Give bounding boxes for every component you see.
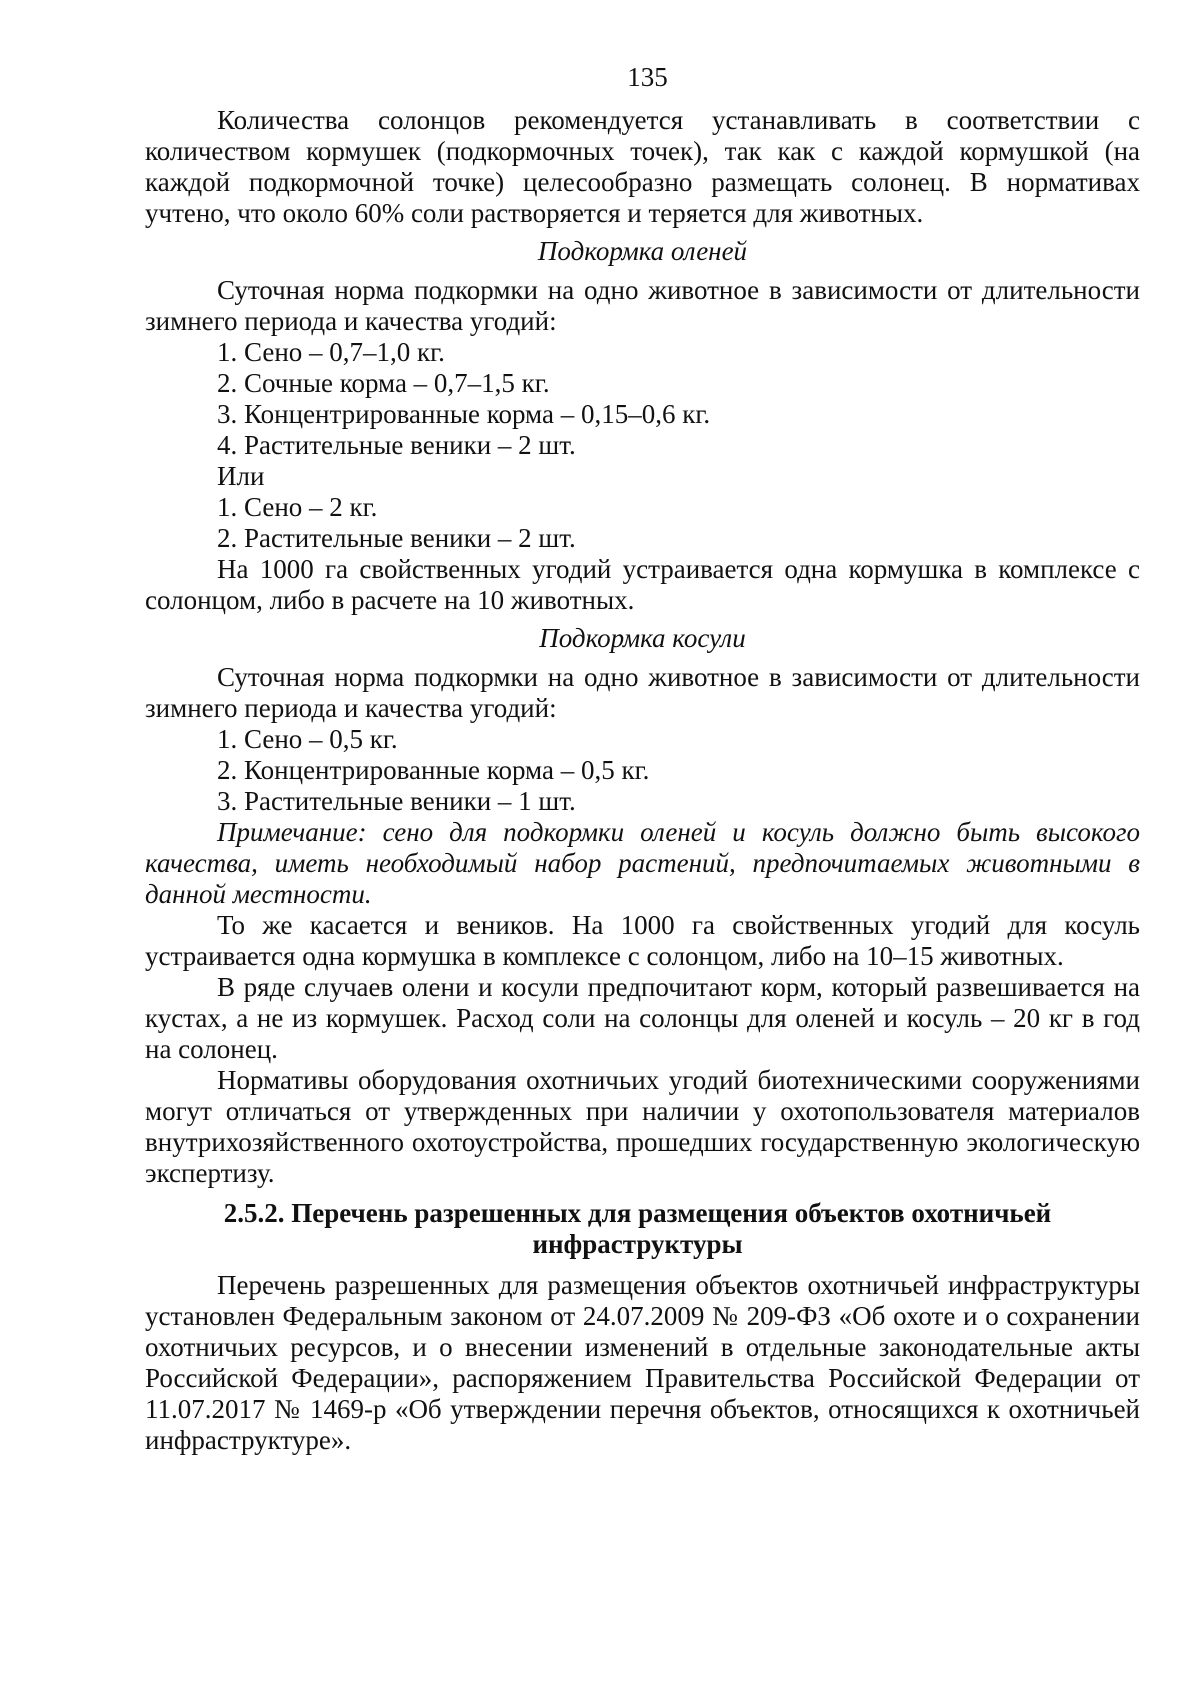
subheading-roe-feeding: Подкормка косули xyxy=(539,623,746,653)
paragraph-deer-daily-norm: Суточная норма подкормки на одно животное в зависимости от длительности зимнего периода и качества угодий: xyxy=(145,275,1140,336)
list-item: 2. Растительные веники – 2 шт. xyxy=(217,523,576,553)
list-item: 1. Сено – 0,7–1,0 кг. xyxy=(217,337,445,367)
paragraph-bushes: В ряде случаев олени и косули предпочитают корм, который развешивается на кустах, а не из кормушек. Расход соли на солонцы для оленей и косуль – 20 кг в год на солонец. xyxy=(145,972,1140,1064)
paragraph-infrastructure-list: Перечень разрешенных для размещения объектов охотничьей инфраструктуры установлен Федеральным законом от 24.07.2009 № 209-ФЗ «Об охоте и о сохранении охотничьих ресурсов, и о внесении изменений в отдельные законодательные акты Российской Федерации», распоряжением Правительства Российской Федерации от 11.07.2017 № 1469-р «Об утверждении перечня объектов, относящихся к охотничьей инфраструктуре». xyxy=(145,1270,1140,1455)
list-alternative-label: Или xyxy=(217,461,265,491)
list-item: 2. Концентрированные корма – 0,5 кг. xyxy=(217,755,650,785)
list-item: 1. Сено – 0,5 кг. xyxy=(217,724,398,754)
paragraph-salt-licks: Количества солонцов рекомендуется устанавливать в соответствии с количеством кормушек (подкормочных точек), так как с каждой кормушкой (на каждой подкормочной точке) целесообразно размещать солонец. В нормативах учтено, что около 60% соли растворяется и теряется для животных. xyxy=(145,105,1140,228)
list-item: 2. Сочные корма – 0,7–1,5 кг. xyxy=(217,368,550,398)
subheading-deer-feeding: Подкормка оленей xyxy=(537,236,748,266)
paragraph-note: Примечание: сено для подкормки оленей и косуль должно быть высокого качества, иметь необходимый набор растений, предпочитаемых животными в данной местности. xyxy=(145,817,1140,909)
section-title: 2.5.2. Перечень разрешенных для размещения объектов охотничьей инфраструктуры xyxy=(223,1198,1052,1259)
list-item: 3. Концентрированные корма – 0,15–0,6 кг. xyxy=(217,399,711,429)
page-number: 135 xyxy=(627,62,668,92)
list-item: 1. Сено – 2 кг. xyxy=(217,492,378,522)
paragraph-deer-feeder: На 1000 га свойственных угодий устраивается одна кормушка в комплексе с солонцом, либо в расчете на 10 животных. xyxy=(145,554,1140,615)
list-item: 3. Растительные веники – 1 шт. xyxy=(217,786,576,816)
paragraph-brooms: То же касается и веников. На 1000 га свойственных угодий для косуль устраивается одна кормушка в комплексе с солонцом, либо на 10–15 животных. xyxy=(145,910,1140,971)
paragraph-roe-daily-norm: Суточная норма подкормки на одно животное в зависимости от длительности зимнего периода и качества угодий: xyxy=(145,662,1140,723)
paragraph-norms: Нормативы оборудования охотничьих угодий биотехническими сооружениями могут отличаться от утвержденных при наличии у охотопользователя материалов внутрихозяйственного охотоустройства, прошедших государственную экологическую экспертизу. xyxy=(145,1065,1140,1188)
list-item: 4. Растительные веники – 2 шт. xyxy=(217,430,576,460)
